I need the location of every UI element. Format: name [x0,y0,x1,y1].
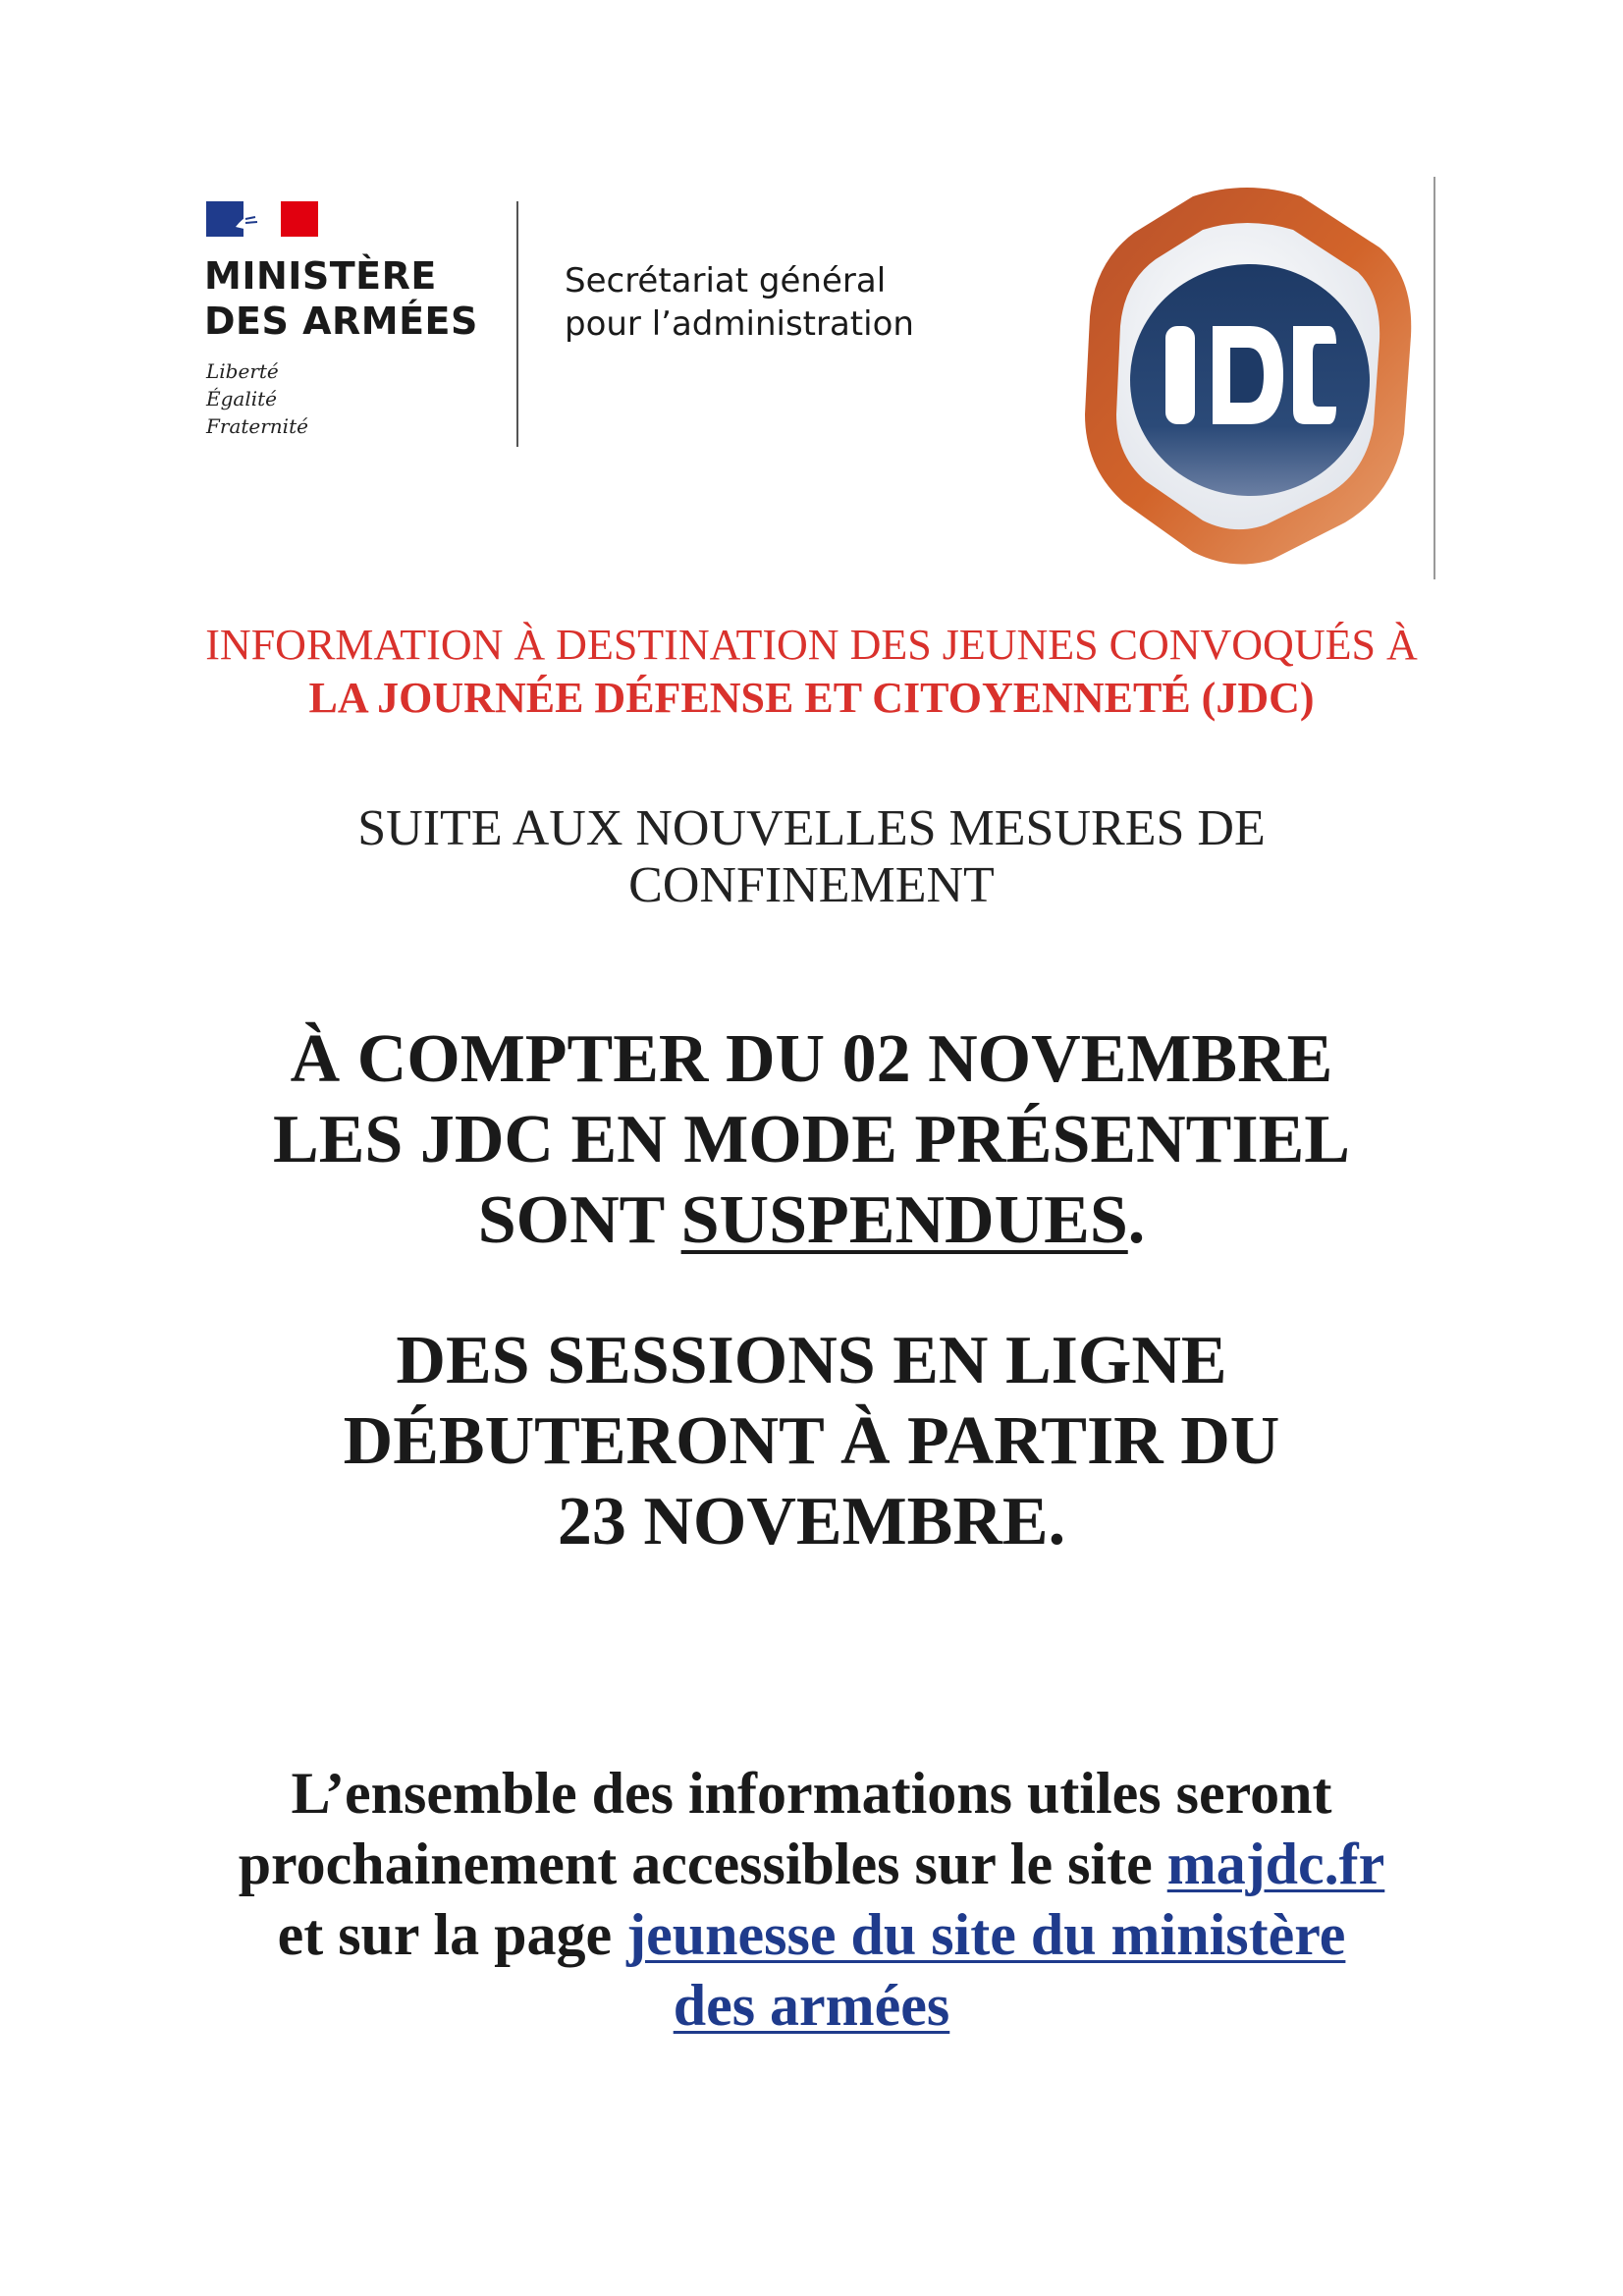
majdc-link[interactable]: majdc.fr [1166,1831,1385,1896]
ministry-youth-page-link-continued[interactable]: des armées [673,1973,950,2038]
info-heading [118,619,1505,725]
jdc-logo-icon [1065,179,1429,572]
info-links-paragraph: L’ensemble des informations utiles seront prochainement accessibles sur le site majdc.fr et sur la page jeunesse du site du ministère des armées [238,1761,1385,2038]
ministry-youth-page-link[interactable]: jeunesse du site du ministère [626,1902,1346,1967]
logo-letters [1165,326,1336,424]
info-heading-line2: LA JOURNÉE DÉFENSE ET CITOYENNETÉ (JDC) [308,674,1315,722]
suspended-emphasis: SUSPENDUES [680,1182,1128,1258]
confinement-subtitle: SUITE AUX NOUVELLES MESURES DE CONFINEMENT [357,800,1266,913]
online-sessions-announcement: DES SESSIONS EN LIGNE DÉBUTERONT À PARTIR DU 23 NOVEMBRE. [343,1323,1280,1559]
suspension-announcement: À COMPTER DU 02 NOVEMBRE LES JDC EN MODE PRÉSENTIEL SONT SUSPENDUES. [273,1021,1350,1258]
header-divider [516,201,518,447]
photo-edge-line [1434,177,1435,579]
document-header [0,0,1623,570]
secretariat-name: Secrétariat général pour l’administration [565,261,914,344]
info-heading-line1: INFORMATION À DESTINATION DES JEUNES CONVOQUÉS À [205,621,1418,669]
marianne-flag-icon [206,201,318,237]
ministry-name: MINISTÈRE DES ARMÉES [204,254,478,343]
republic-motto: Liberté Égalité Fraternité [206,359,308,438]
